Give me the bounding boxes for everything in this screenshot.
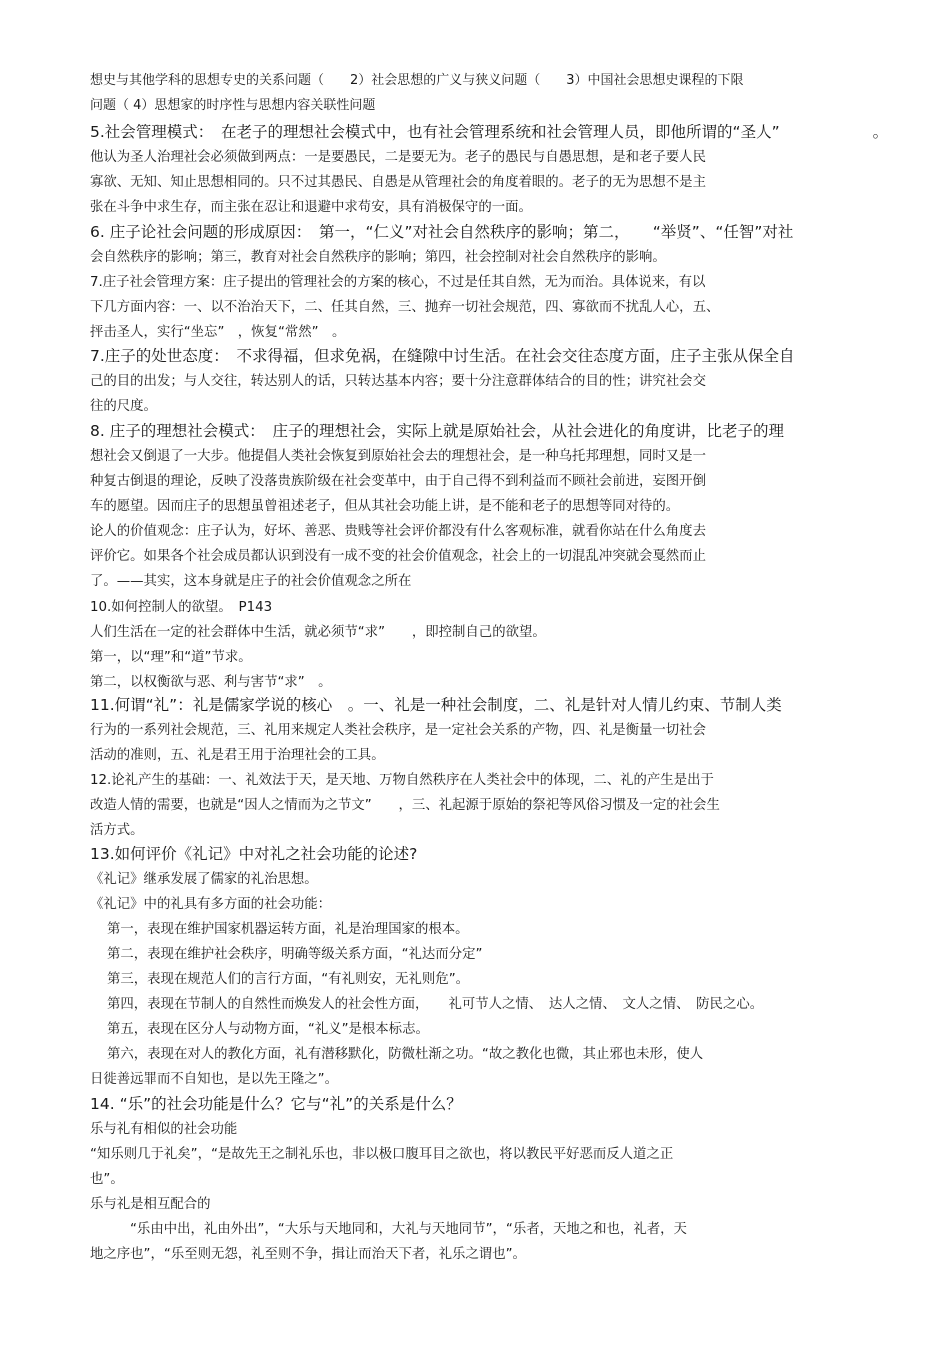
text-line: 乐与礼是相互配合的 <box>90 1197 211 1212</box>
list-item: 第一，表现在维护国家机器运转方面，礼是治理国家的根本。 <box>107 922 469 937</box>
text-line: 下几方面内容：一、以不治治天下，二、任其自然，三、抛弃一切社会规范，四、寡欲而不扰乱人心，五、 <box>90 300 720 315</box>
list-item: 第六，表现在对人的教化方面，礼有潜移默化，防微杜渐之功。“故之教化也微，其止邪也未形，使人 <box>107 1047 704 1062</box>
text-line: “乐由中出，礼由外出”，“大乐与天地同和，大礼与天地同节”，“乐者，天地之和也，礼者，天 <box>130 1222 687 1237</box>
text-line: 抨击圣人，实行“坐忘” ，恢复“常然” 。 <box>90 325 346 340</box>
section-heading-line: 12.论礼产生的基础：一、礼效法于天，是天地、万物自然秩序在人类社会中的体现，二、礼的产生是出于 <box>90 773 714 788</box>
section-heading-line: 6. 庄子论社会问题的形成原因： 第一，“仁义”对社会自然秩序的影响；第二， “举贤”、“任智”对社 <box>90 223 794 241</box>
text-line: 7.庄子社会管理方案：庄子提出的管理社会的方案的核心，不过是任其自然，无为而治。具体说来，有以 <box>90 275 706 290</box>
section-heading: 13.如何评价《礼记》中对礼之社会功能的论述? <box>90 845 418 863</box>
text-line: 第二，以权衡欲与恶、利与害节“求” 。 <box>90 675 332 690</box>
section-heading-line: 10.如何控制人的欲望。 P143 <box>90 600 273 615</box>
section-heading-line: 8. 庄子的理想社会模式： 庄子的理想社会，实际上就是原始社会，从社会进化的角度讲，比老子的理 <box>90 422 784 440</box>
section-7b <box>90 344 795 419</box>
text-line: 想史与其他学科的思想专史的关系问题（ 2）社会思想的广义与狭义问题（ 3）中国社会思想史课程的下限 <box>90 73 744 88</box>
section-11 <box>90 693 782 768</box>
text-line: 改造人情的需要，也就是“因人之情而为之节文” ，三、礼起源于原始的祭祀等风俗习惯及一定的社会生 <box>90 798 720 813</box>
text-line: 了。——其实，这本身就是庄子的社会价值观念之所在 <box>90 574 412 589</box>
text-line: 车的愿望。因而庄子的思想虽曾祖述老子，但从其社会功能上讲，是不能和老子的思想等同对待的。 <box>90 499 680 514</box>
section-13 <box>90 842 763 1092</box>
section-heading: 14. “乐”的社会功能是什么？它与“礼”的关系是什么？ <box>90 1095 462 1113</box>
text-line: 人们生活在一定的社会群体中生活，就必须节“求” ，即控制自己的欲望。 <box>90 625 546 640</box>
text-line: 种复古倒退的理论，反映了没落贵族阶级在社会变革中，由于自己得不到利益而不顾社会前进，妄图开倒 <box>90 474 706 489</box>
text-line: 论人的价值观念：庄子认为，好坏、善恶、贵贱等社会评价都没有什么客观标准，就看你站在什么角度去 <box>90 524 706 539</box>
text-line: 活方式。 <box>90 823 144 838</box>
section-5 <box>90 120 888 220</box>
list-item: 第二，表现在维护社会秩序，明确等级关系方面，“礼达而分定” <box>107 947 483 962</box>
section-7a <box>90 270 719 345</box>
text-line: 日徙善远罪而不自知也，是以先王隆之”。 <box>90 1072 338 1087</box>
text-line: 《礼记》中的礼具有多方面的社会功能： <box>90 897 332 912</box>
text-line: 地之序也”，“乐至则无怨，礼至则不争，揖让而治天下者，礼乐之谓也”。 <box>90 1247 526 1262</box>
text-line: 也”。 <box>90 1172 124 1187</box>
text-line: “知乐则几于礼矣”，“是故先王之制礼乐也，非以极口腹耳目之欲也，将以教民平好恶而反人道之正 <box>90 1147 674 1162</box>
text-line: 乐与礼有相似的社会功能 <box>90 1122 238 1137</box>
text-line: 会自然秩序的影响；第三，教育对社会自然秩序的影响；第四，社会控制对社会自然秩序的影响。 <box>90 250 666 265</box>
section-heading-line: 11.何谓“礼”：礼是儒家学说的核心 。一、礼是一种社会制度，二、礼是针对人情儿约束、节制人类 <box>90 696 782 714</box>
text-line: 张在斗争中求生存，而主张在忍让和退避中求苟安，具有消极保守的一面。 <box>90 200 532 215</box>
text-line: 《礼记》继承发展了儒家的礼治思想。 <box>90 872 318 887</box>
text-line: 问题（ 4）思想家的时序性与思想内容关联性问题 <box>90 98 376 113</box>
text-line: 己的目的出发；与人交往，转达别人的话，只转达基本内容；要十分注意群体结合的目的性；讲究社会交 <box>90 374 706 389</box>
text-line: 评价它。如果各个社会成员都认识到没有一成不变的社会价值观念，社会上的一切混乱冲突就会戛然而止 <box>90 549 706 564</box>
text-line: 行为的一系列社会规范，三、礼用来规定人类社会秩序，是一定社会关系的产物，四、礼是衡量一切社会 <box>90 723 706 738</box>
text-line: 第一，以“理”和“道”节求。 <box>90 650 252 665</box>
section-continuation <box>90 68 744 118</box>
section-heading-line: 5.社会管理模式： 在老子的理想社会模式中，也有社会管理系统和社会管理人员，即他所谓的“圣人” 。 <box>90 123 889 141</box>
list-item: 第五，表现在区分人与动物方面，“礼义”是根本标志。 <box>107 1022 429 1037</box>
list-item: 第三，表现在规范人们的言行方面，“有礼则安，无礼则危”。 <box>107 972 470 987</box>
list-item: 第四，表现在节制人的自然性而焕发人的社会性方面， 礼可节人之情、 达人之情、 文人之情、 防民之心。 <box>107 997 764 1012</box>
section-6 <box>90 220 793 270</box>
text-line: 寡欲、无知、知止思想相同的。只不过其愚民、自愚是从管理社会的角度着眼的。老子的无为思想不是主 <box>90 175 706 190</box>
text-line: 想社会又倒退了一大步。他提倡人类社会恢复到原始社会去的理想社会，是一种乌托邦理想，同时又是一 <box>90 449 706 464</box>
text-line: 他认为圣人治理社会必须做到两点：一是要愚民，二是要无为。老子的愚民与自愚思想，是和老子要人民 <box>90 150 706 165</box>
text-line: 活动的准则，五、礼是君王用于治理社会的工具。 <box>90 748 385 763</box>
section-heading-line: 7.庄子的处世态度： 不求得福，但求免祸，在缝隙中讨生活。在社会交往态度方面，庄子主张从保全自 <box>90 347 795 365</box>
section-8 <box>90 419 784 594</box>
text-line: 往的尺度。 <box>90 399 157 414</box>
section-10 <box>90 595 546 695</box>
section-14 <box>90 1092 687 1267</box>
section-12 <box>90 768 720 843</box>
